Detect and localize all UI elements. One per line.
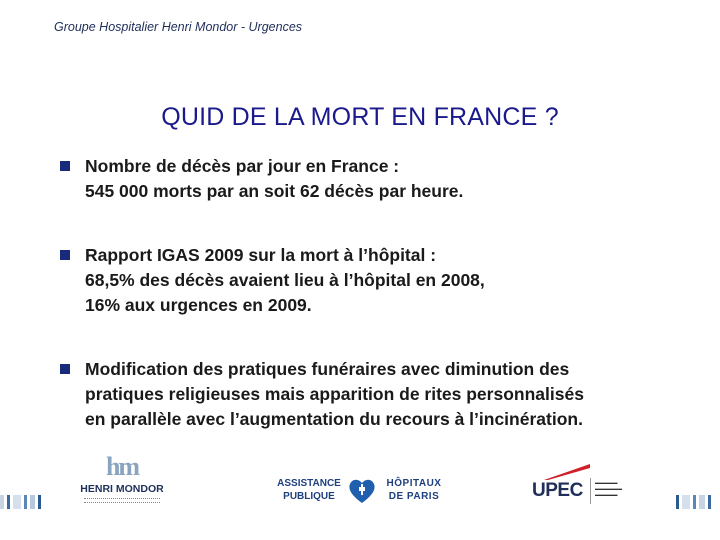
aphp-logo: [275, 473, 445, 513]
bullet-square-icon: [60, 364, 70, 374]
upec-swoosh-icon: [542, 462, 592, 482]
decorative-bars-left: [0, 495, 44, 509]
slide-title: QUID DE LA MORT EN FRANCE ?: [161, 103, 559, 131]
upec-logo: [528, 460, 648, 512]
slide-header: Groupe Hospitalier Henri Mondor - Urgences: [54, 20, 303, 34]
bullet-square-icon: [60, 250, 70, 260]
bullet-line: Nombre de décès par jour en France :: [85, 156, 400, 176]
bullet-square-icon: [60, 161, 70, 171]
upec-fine-print: ▬▬▬▬▬ ▬▬▬▬▬▬ ▬▬▬▬▬: [595, 480, 622, 497]
henri-mondor-name: HENRI MONDOR: [80, 483, 164, 495]
bullet-text: [85, 154, 463, 204]
bullet-line: Modification des pratiques funéraires avec diminution des: [85, 359, 570, 379]
hm-logo-mark: hm: [105, 452, 139, 481]
upec-separator: [590, 478, 591, 504]
upec-wordmark: UPEC: [532, 480, 583, 501]
logo-fine-print: [84, 498, 160, 503]
henri-mondor-logo: [72, 452, 172, 511]
aphp-right-text: HÔPITAUX DE PARIS: [386, 478, 442, 502]
aphp-left-text: ASSISTANCE PUBLIQUE: [277, 478, 341, 502]
bullet-text: [85, 243, 485, 318]
bullet-line: 68,5% des décès avaient lieu à l’hôpital en 2008,: [85, 270, 485, 290]
aphp-heart-icon: [347, 476, 377, 506]
bullet-line: pratiques religieuses mais apparition de rites personnalisés: [85, 384, 584, 404]
bullet-text: [85, 357, 584, 432]
bullet-line: 545 000 morts par an soit 62 décès par heure.: [85, 181, 464, 201]
decorative-bars-right: [676, 495, 714, 509]
bullet-line: en parallèle avec l’augmentation du recours à l’incinération.: [85, 409, 583, 429]
bullet-line: 16% aux urgences en 2009.: [85, 295, 312, 315]
bullet-line: Rapport IGAS 2009 sur la mort à l’hôpital :: [85, 245, 437, 265]
